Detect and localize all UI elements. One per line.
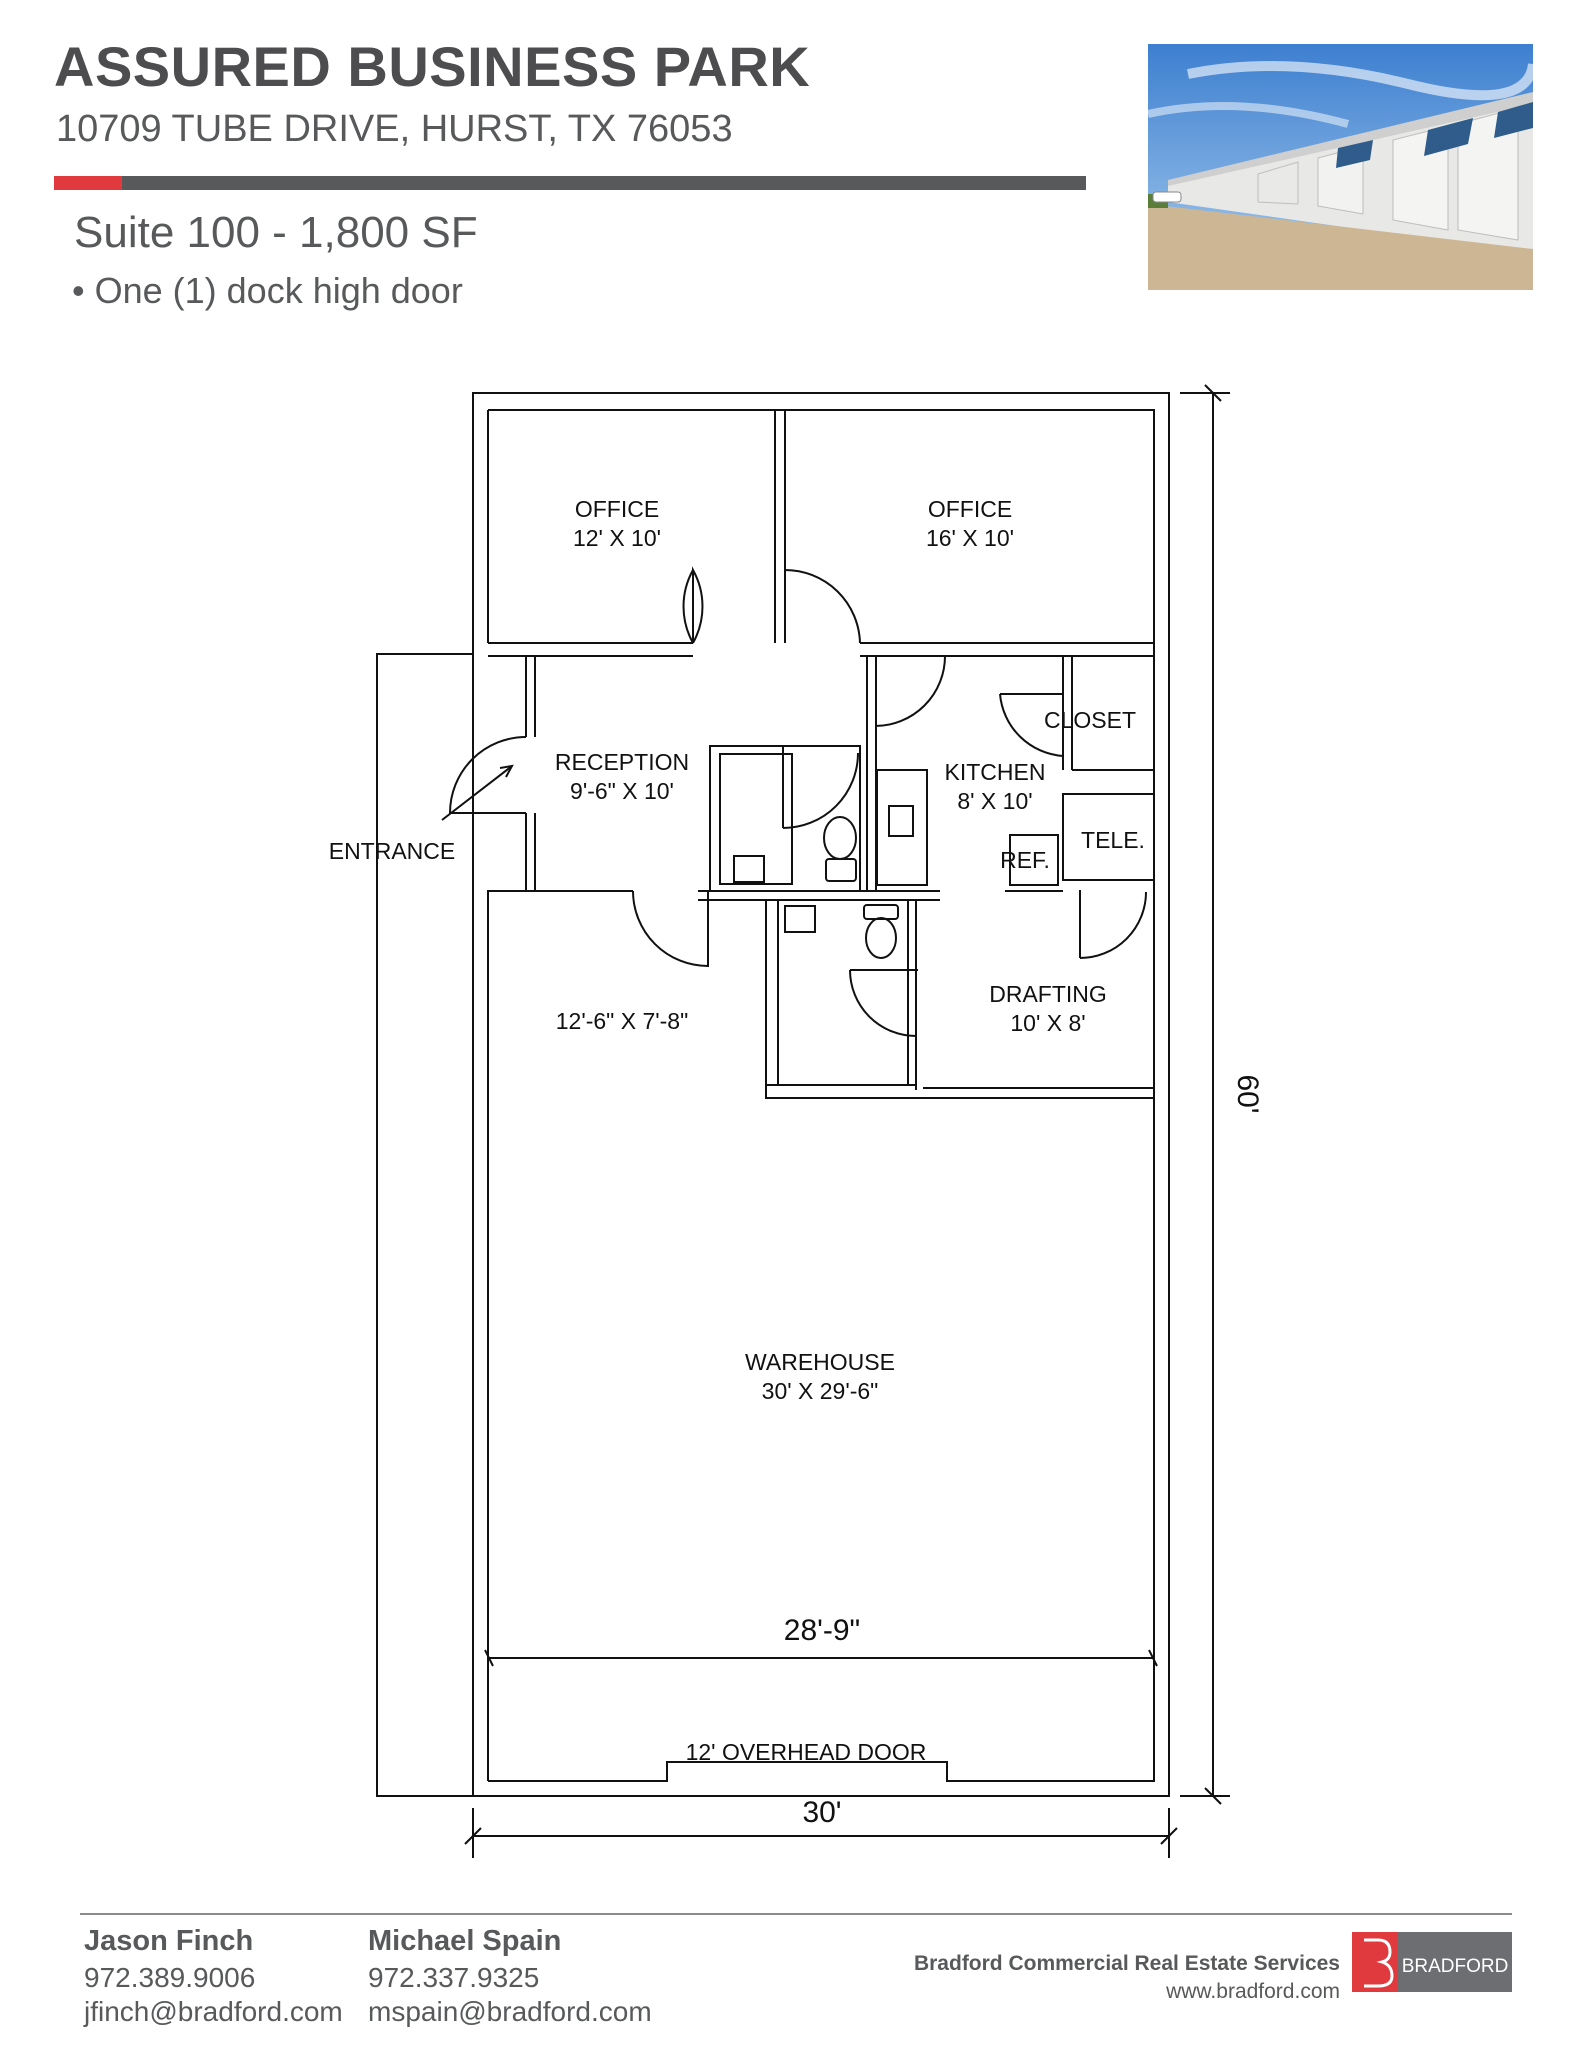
office-b-label: OFFICE <box>927 496 1013 522</box>
contact-1-name: Jason Finch <box>84 1925 254 1957</box>
ref-label: REF. <box>1000 847 1050 873</box>
entrance-label: ENTRANCE <box>328 838 456 864</box>
footer-rule <box>80 1913 1512 1915</box>
kitchen-size: 8' X 10' <box>957 788 1033 814</box>
page-title: ASSURED BUSINESS PARK <box>54 35 811 98</box>
company-website[interactable]: www.bradford.com <box>1166 1980 1340 2003</box>
reception-size: 9'-6" X 10' <box>570 778 674 804</box>
contact-1-email[interactable]: jfinch@bradford.com <box>84 1996 343 2027</box>
contact-2-phone[interactable]: 972.337.9325 <box>368 1962 540 1993</box>
property-address: 10709 TUBE DRIVE, HURST, TX 76053 <box>56 108 733 150</box>
contact-2-name: Michael Spain <box>368 1925 562 1957</box>
feature-bullet: • One (1) dock high door <box>72 270 463 311</box>
inner-width-dimension: 28'-9" <box>783 1614 861 1647</box>
drafting-size: 10' X 8' <box>1010 1010 1086 1036</box>
warehouse-size: 30' X 29'-6" <box>761 1378 879 1404</box>
office-b-size: 16' X 10' <box>925 525 1015 551</box>
kitchen-label: KITCHEN <box>944 759 1046 785</box>
overhead-door-label: 12' OVERHEAD DOOR <box>685 1739 927 1765</box>
suite-heading: Suite 100 - 1,800 SF <box>74 208 478 257</box>
reception-label: RECEPTION <box>554 749 690 775</box>
office-a-label: OFFICE <box>574 496 660 522</box>
bradford-logo <box>1352 1932 1512 1992</box>
tele-label: TELE. <box>1081 827 1145 853</box>
contact-2-email[interactable]: mspain@bradford.com <box>368 1996 652 2027</box>
warehouse-label: WAREHOUSE <box>745 1349 895 1375</box>
logo-text: BRADFORD <box>1401 1956 1509 1977</box>
office-a-size: 12' X 10' <box>572 525 662 551</box>
hall-size: 12'-6" X 7'-8" <box>555 1008 689 1034</box>
company-name: Bradford Commercial Real Estate Services <box>913 1952 1340 1975</box>
closet-label: CLOSET <box>1043 707 1137 733</box>
drafting-label: DRAFTING <box>989 981 1107 1007</box>
depth-dimension: 60' <box>1231 1074 1264 1114</box>
contact-1-phone[interactable]: 972.389.9006 <box>84 1962 256 1993</box>
width-dimension: 30' <box>802 1796 842 1829</box>
